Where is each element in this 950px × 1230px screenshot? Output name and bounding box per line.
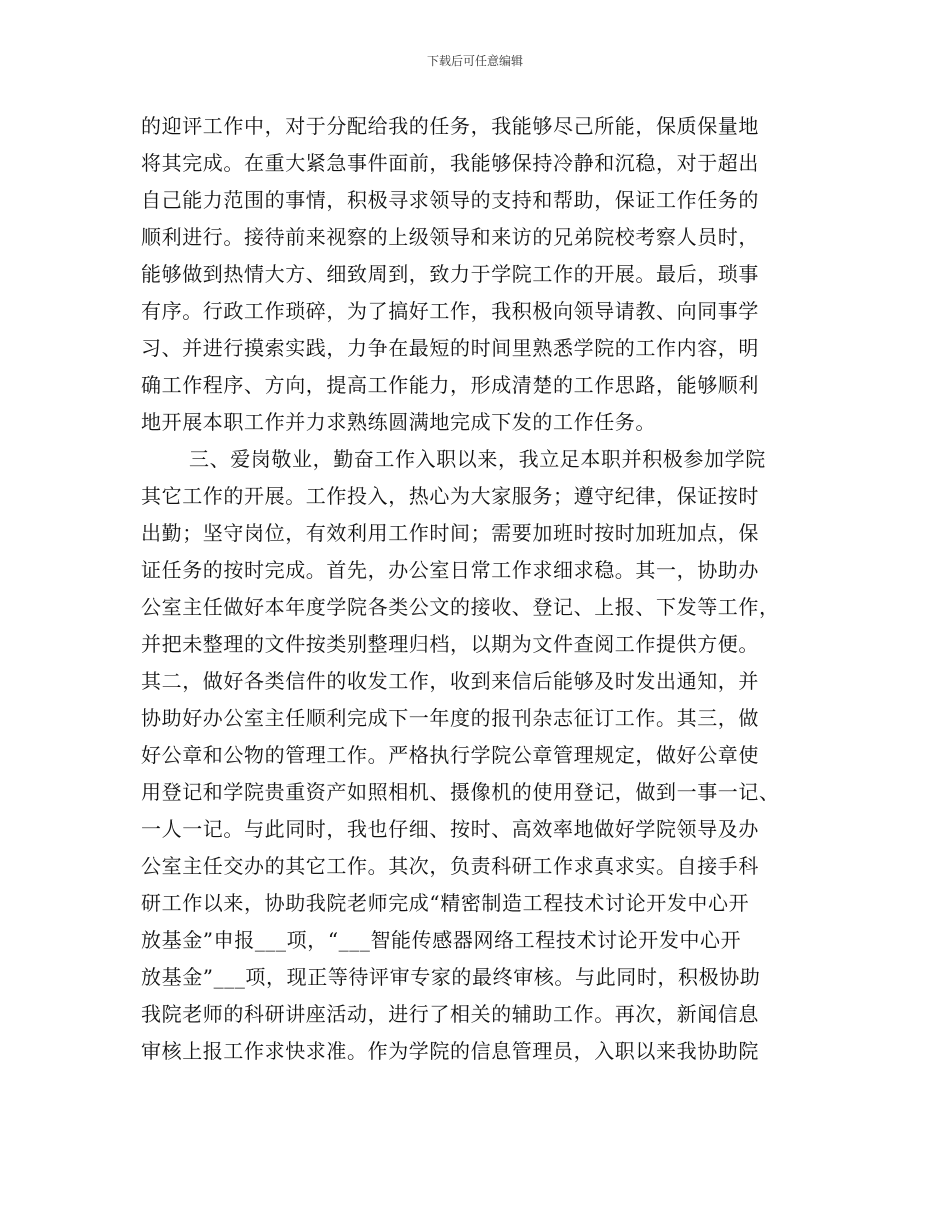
text-line: 公室主任交办的其它工作。其次，负责科研工作求真求实。自接手科 — [141, 854, 759, 878]
text-line: 其二，做好各类信件的收发工作，收到来信后能够及时发出通知，并 — [141, 669, 759, 693]
text-line: 证任务的按时完成。首先，办公室日常工作求细求稳。其一，协助办 — [141, 558, 759, 582]
text-line: 顺利进行。接待前来视察的上级领导和来访的兄弟院校考察人员时， — [141, 225, 759, 249]
text-line: 审核上报工作求快求准。作为学院的信息管理员，入职以来我协助院 — [141, 1039, 759, 1063]
text-line: 放基金”申报___项，“___智能传感器网络工程技术讨论开发中心开 — [141, 928, 742, 952]
text-line: 研工作以来，协助我院老师完成“精密制造工程技术讨论开发中心开 — [141, 891, 750, 915]
text-line: 地开展本职工作并力求熟练圆满地完成下发的工作任务。 — [141, 410, 656, 434]
text-line: 好公章和公物的管理工作。严格执行学院公章管理规定，做好公章使 — [141, 743, 759, 767]
page-header: 下载后可任意编辑 — [426, 54, 523, 68]
text-line: 习、并进行摸索实践，力争在最短的时间里熟悉学院的工作内容，明 — [141, 336, 759, 360]
text-line: 确工作程序、方向，提高工作能力，形成清楚的工作思路，能够顺利 — [141, 373, 759, 397]
text-line: 用登记和学院贵重资产如照相机、摄像机的使用登记，做到一事一记、 — [141, 780, 780, 804]
text-line: 我院老师的科研讲座活动，进行了相关的辅助工作。再次，新闻信息 — [141, 1002, 759, 1026]
text-line: 的迎评工作中，对于分配给我的任务，我能够尽己所能，保质保量地 — [141, 114, 759, 138]
text-line: 并把未整理的文件按类别整理归档，以期为文件查阅工作提供方便。 — [141, 632, 759, 656]
body-text — [141, 108, 811, 1070]
text-line: 出勤；坚守岗位，有效利用工作时间；需要加班时按时加班加点，保 — [141, 521, 759, 545]
text-line: 协助好办公室主任顺利完成下一年度的报刊杂志征订工作。其三，做 — [141, 706, 759, 730]
text-line: 将其完成。在重大紧急事件面前，我能够保持冷静和沉稳，对于超出 — [141, 151, 759, 175]
text-line: 能够做到热情大方、细致周到，致力于学院工作的开展。最后，琐事 — [141, 262, 759, 286]
text-line: 有序。行政工作琐碎，为了搞好工作，我积极向领导请教、向同事学 — [141, 299, 759, 323]
text-line: 公室主任做好本年度学院各类公文的接收、登记、上报、下发等工作， — [141, 595, 780, 619]
text-line: 其它工作的开展。工作投入，热心为大家服务；遵守纪律，保证按时 — [141, 484, 759, 508]
text-line: 一人一记。与此同时，我也仔细、按时、高效率地做好学院领导及办 — [141, 817, 759, 841]
paragraph-start-line: 三、爱岗敬业，勤奋工作入职以来，我立足本职并积极参加学院 — [189, 447, 766, 471]
text-line: 放基金”___项，现正等待评审专家的最终审核。与此同时，积极协助 — [141, 965, 761, 989]
text-line: 自己能力范围的事情，积极寻求领导的支持和帮助，保证工作任务的 — [141, 188, 759, 212]
